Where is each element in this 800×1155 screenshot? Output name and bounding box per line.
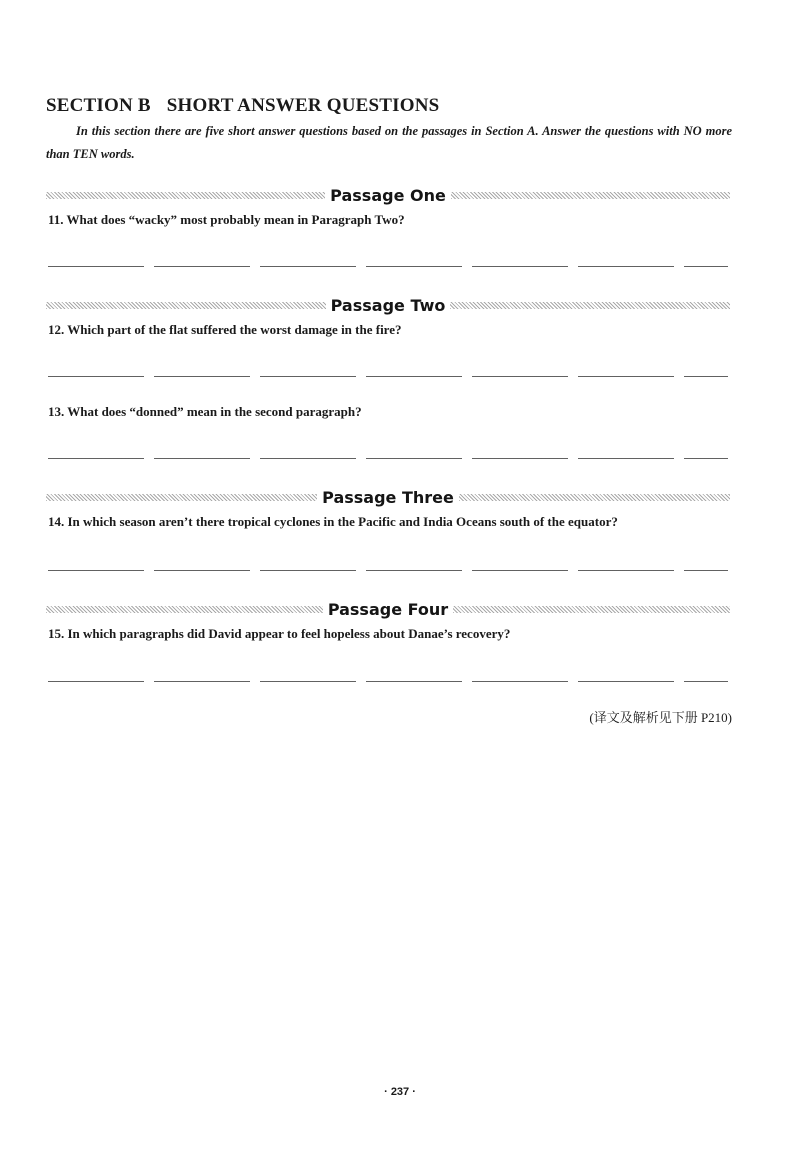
section-label: SECTION B bbox=[46, 95, 151, 116]
section-heading bbox=[46, 95, 439, 117]
passage-header-one bbox=[46, 184, 730, 206]
reference-note: (译文及解析见下册 P210) bbox=[589, 710, 732, 725]
question-13: 13. What does “donned” mean in the second paragraph? bbox=[48, 404, 362, 419]
question-11: 11. What does “wacky” most probably mean in Paragraph Two? bbox=[48, 212, 405, 227]
hatch-divider-left bbox=[46, 302, 326, 309]
answer-line-14[interactable] bbox=[48, 570, 728, 571]
answer-line-11[interactable] bbox=[48, 266, 728, 267]
passage-header-two bbox=[46, 294, 730, 316]
answer-line-12[interactable] bbox=[48, 376, 728, 377]
question-15: 15. In which paragraphs did David appear to feel hopeless about Danae’s recovery? bbox=[48, 626, 511, 641]
section-instructions: In this section there are five short answer questions based on the passages in Section A. Answer the questions with NO more than TEN words. bbox=[46, 124, 732, 161]
question-14: 14. In which season aren’t there tropical cyclones in the Pacific and India Oceans south of the equator? bbox=[48, 514, 618, 529]
passage-header-four bbox=[46, 598, 730, 620]
hatch-divider-left bbox=[46, 606, 323, 613]
question-12: 12. Which part of the flat suffered the worst damage in the fire? bbox=[48, 322, 402, 337]
answer-line-13[interactable] bbox=[48, 458, 728, 459]
hatch-divider-right bbox=[451, 192, 730, 199]
hatch-divider-right bbox=[450, 302, 730, 309]
section-title: SHORT ANSWER QUESTIONS bbox=[166, 95, 440, 116]
passage-label: Passage Two bbox=[330, 295, 446, 315]
passage-label: Passage One bbox=[330, 185, 446, 205]
hatch-divider-right bbox=[459, 494, 730, 501]
passage-label: Passage Four bbox=[327, 599, 449, 619]
answer-line-15[interactable] bbox=[48, 681, 728, 682]
page-number: · 237 · bbox=[384, 1086, 416, 1098]
hatch-divider-right bbox=[453, 606, 730, 613]
hatch-divider-left bbox=[46, 494, 317, 501]
hatch-divider-left bbox=[46, 192, 325, 199]
passage-label: Passage Three bbox=[322, 487, 454, 507]
passage-header-three bbox=[46, 486, 730, 508]
